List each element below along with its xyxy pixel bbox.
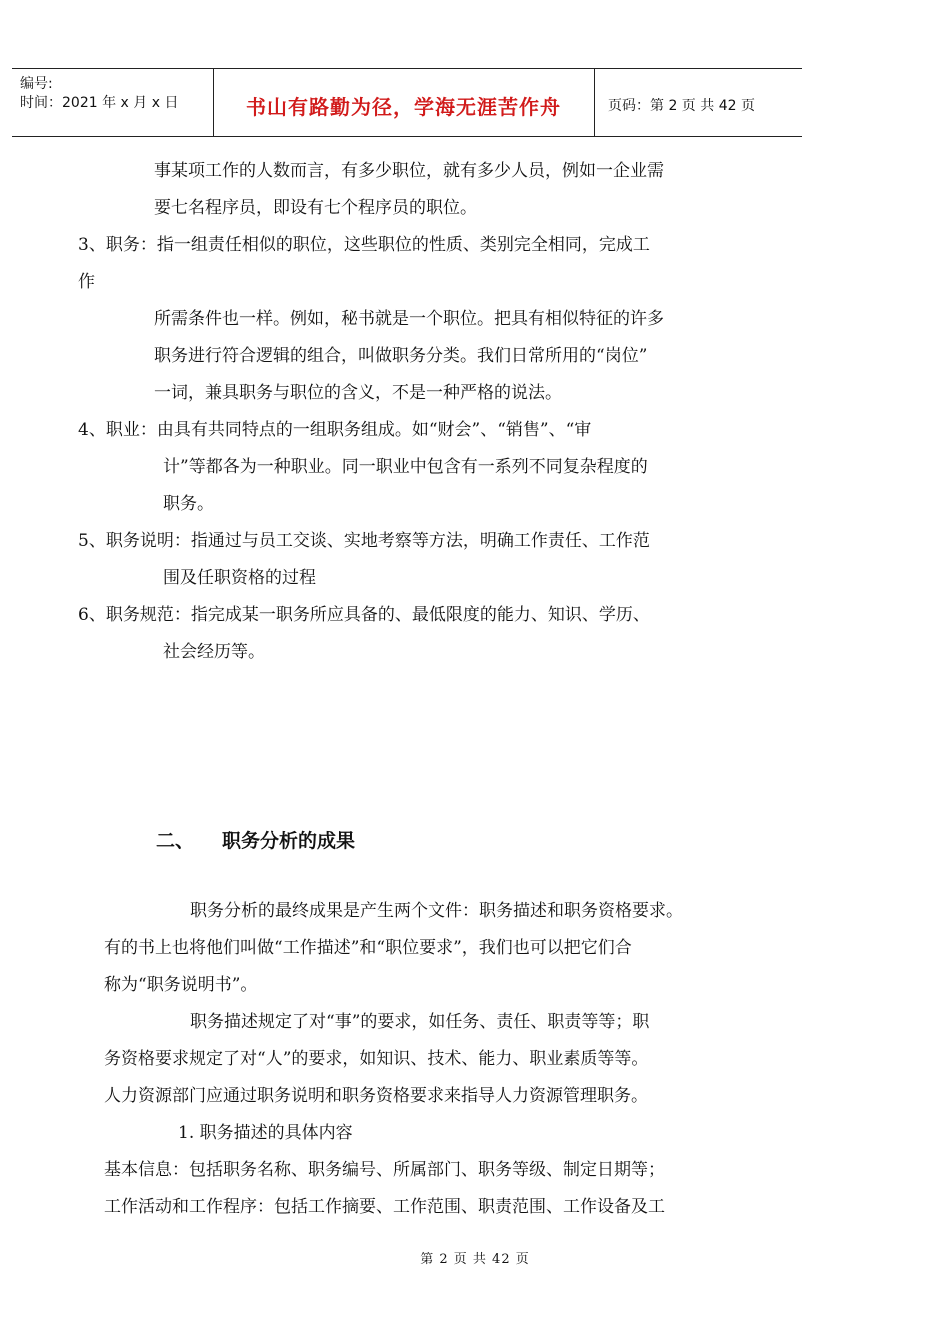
paragraph-line: 职务描述规定了对“事”的要求，如任务、责任、职责等等；职 xyxy=(190,1012,650,1032)
body-line: 一词，兼具职务与职位的含义，不是一种严格的说法。 xyxy=(154,383,562,403)
body-line: 6、职务规范：指完成某一职务所应具备的、最低限度的能力、知识、学历、 xyxy=(78,605,650,625)
motto: 书山有路勤为径，学海无涯苦作舟 xyxy=(246,95,561,119)
body-line: 社会经历等。 xyxy=(163,642,265,662)
id-label: 编号: xyxy=(20,76,53,92)
section-number: 二、 xyxy=(156,830,195,852)
page-footer: 第 2 页 共 42 页 xyxy=(420,1252,530,1267)
paragraph-line: 基本信息：包括职务名称、职务编号、所属部门、职务等级、制定日期等； xyxy=(104,1160,665,1180)
section-title: 职务分析的成果 xyxy=(222,830,356,852)
body-line: 职务进行符合逻辑的组合，叫做职务分类。我们日常所用的“岗位” xyxy=(154,346,648,366)
body-line: 4、职业：由具有共同特点的一组职务组成。如“财会”、“销售”、“审 xyxy=(78,420,592,440)
page-info: 页码：第 2 页 共 42 页 xyxy=(608,98,755,114)
body-line: 作 xyxy=(78,272,95,292)
body-line: 5、职务说明：指通过与员工交谈、实地考察等方法，明确工作责任、工作范 xyxy=(78,531,650,551)
body-line: 事某项工作的人数而言，有多少职位，就有多少人员，例如一企业需 xyxy=(154,161,664,181)
time-label: 时间：2021 年 x 月 x 日 xyxy=(20,95,179,111)
body-line: 所需条件也一样。例如，秘书就是一个职位。把具有相似特征的许多 xyxy=(154,309,664,329)
header-meta-cell xyxy=(12,69,214,136)
page-header xyxy=(12,68,802,137)
body-line: 职务。 xyxy=(163,494,214,514)
body-line: 计”等都各为一种职业。同一职业中包含有一系列不同复杂程度的 xyxy=(163,457,648,477)
paragraph-line: 有的书上也将他们叫做“工作描述”和“职位要求”，我们也可以把它们合 xyxy=(104,938,632,958)
body-line: 围及任职资格的过程 xyxy=(163,568,316,588)
body-line: 要七名程序员，即设有七个程序员的职位。 xyxy=(154,198,477,218)
paragraph-line: 务资格要求规定了对“人”的要求，如知识、技术、能力、职业素质等等。 xyxy=(104,1049,649,1069)
subheading-line: 1. 职务描述的具体内容 xyxy=(178,1123,353,1143)
paragraph-line: 工作活动和工作程序：包括工作摘要、工作范围、职责范围、工作设备及工 xyxy=(104,1197,665,1217)
paragraph-line: 人力资源部门应通过职务说明和职务资格要求来指导人力资源管理职务。 xyxy=(104,1086,648,1106)
paragraph-line: 职务分析的最终成果是产生两个文件：职务描述和职务资格要求。 xyxy=(190,901,683,921)
header-page-cell xyxy=(594,69,802,136)
paragraph-line: 称为“职务说明书”。 xyxy=(104,975,258,995)
body-line: 3、职务：指一组责任相似的职位，这些职位的性质、类别完全相同，完成工 xyxy=(78,235,650,255)
header-motto-cell xyxy=(213,69,595,136)
